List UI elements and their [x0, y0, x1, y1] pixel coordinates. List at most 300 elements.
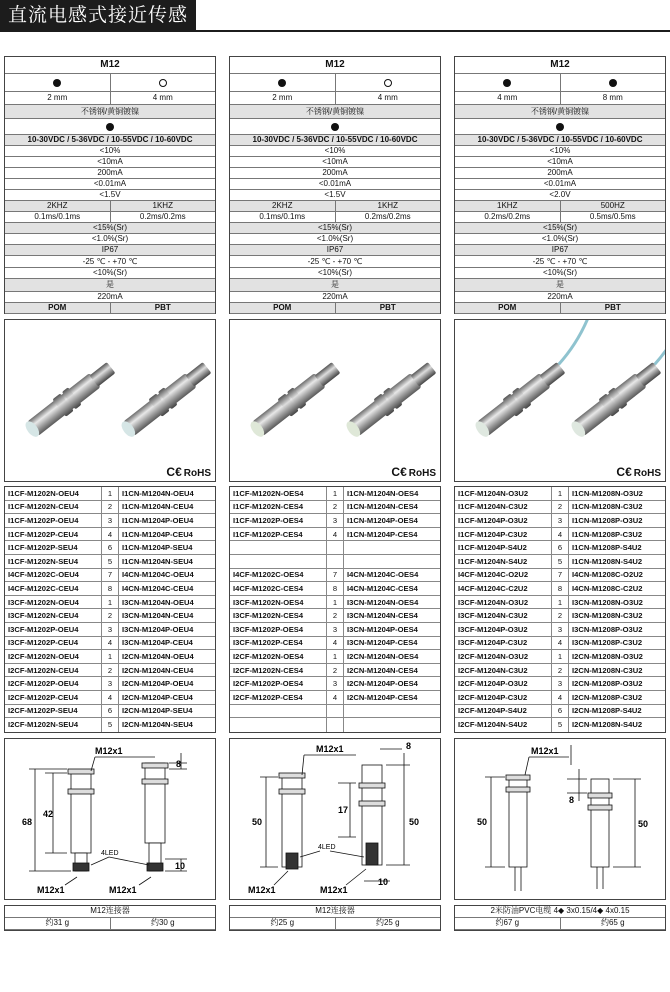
- model-flush: I1CF-M1202P-CES4: [233, 529, 303, 539]
- model-nonflush: I3CN-M1208N-C3U2: [572, 611, 643, 621]
- dim-thread-length: 8: [176, 758, 182, 769]
- time-row: [455, 212, 665, 223]
- spec-table: [454, 56, 666, 314]
- model-row: [455, 582, 665, 596]
- spec-table: [4, 56, 216, 314]
- prot-text: 是: [106, 280, 114, 289]
- housing-row: [455, 303, 665, 314]
- model-nonflush: I2CN-M1204P-OES4: [347, 679, 418, 689]
- model-row: [5, 637, 215, 651]
- flush-mount-icon: [278, 79, 286, 87]
- certification-marks: [166, 465, 211, 479]
- wiring-code: 1: [326, 487, 344, 500]
- wiring-code: 4: [326, 528, 344, 541]
- drop-row: [455, 190, 665, 201]
- wiring-code: 8: [551, 582, 569, 595]
- material-dot-icon: [331, 123, 339, 131]
- drift-row: [5, 268, 215, 279]
- wiring-code: 1: [551, 650, 569, 663]
- weight-nonflush: 约30 g: [110, 918, 216, 929]
- short-row: [230, 292, 440, 303]
- thread-label: M12x1: [316, 743, 344, 754]
- dim-total: 68: [22, 816, 33, 827]
- model-row: [5, 677, 215, 691]
- wiring-code: 1: [101, 650, 119, 663]
- model-row: [455, 664, 665, 678]
- model-row: [455, 501, 665, 515]
- product-photo: [229, 319, 441, 482]
- model-row: [5, 569, 215, 583]
- ip-row: [5, 245, 215, 256]
- time-nonflush: 0.2ms/0.2ms: [335, 212, 441, 222]
- model-row: [455, 487, 665, 501]
- weight-row: [455, 918, 665, 930]
- ip-text: IP67: [326, 245, 344, 254]
- hyst-text: <15%(Sr): [542, 223, 577, 232]
- model-nonflush: I2CN-M1208P-O3U2: [572, 679, 643, 689]
- short-text: 220mA: [322, 292, 348, 301]
- model-flush: I2CF-M1202P-SEU4: [8, 706, 78, 716]
- model-row: [455, 541, 665, 555]
- wiring-code: 3: [551, 514, 569, 527]
- dim-length: 42: [43, 808, 54, 819]
- prot-text: 是: [556, 280, 564, 289]
- model-flush: I1CF-M1202N-OES4: [233, 488, 304, 498]
- model-row: [5, 609, 215, 623]
- material-row: [5, 105, 215, 119]
- model-nonflush: I1CN-M1208P-S4U2: [572, 543, 642, 553]
- drift-text: <10%(Sr): [92, 268, 127, 277]
- wiring-code: 6: [551, 705, 569, 718]
- drift-row: [230, 268, 440, 279]
- model-flush: I2CF-M1202P-CEU4: [8, 692, 79, 702]
- model-flush: I4CF-M1202C-CEU4: [8, 583, 79, 593]
- wiring-code: 4: [326, 691, 344, 704]
- model-row: [230, 541, 440, 555]
- thread-label: M12x1: [531, 745, 559, 756]
- model-row: [455, 569, 665, 583]
- model-nonflush: I2CN-M1204P-SEU4: [122, 706, 193, 716]
- model-row: [455, 555, 665, 569]
- wiring-code: 4: [101, 637, 119, 650]
- model-row: [230, 487, 440, 501]
- wiring-code: [326, 705, 344, 718]
- model-nonflush: I3CN-M1208P-C3U2: [572, 638, 643, 648]
- model-nonflush: I2CN-M1208P-C3U2: [572, 692, 643, 702]
- wiring-code: [326, 718, 344, 732]
- repeat-row: [230, 234, 440, 245]
- wiring-code: 2: [326, 664, 344, 677]
- series-title: [5, 57, 215, 74]
- thread-bottom-left: M12x1: [248, 884, 276, 895]
- model-nonflush: I2CN-M1204P-OEU4: [122, 679, 194, 689]
- title-rule: [0, 30, 670, 32]
- model-nonflush: I1CN-M1204P-CES4: [347, 529, 418, 539]
- model-row: [5, 582, 215, 596]
- model-row: [5, 528, 215, 542]
- model-flush: I2CF-M1204N-S4U2: [458, 720, 528, 730]
- material-symbol-row: [455, 119, 665, 135]
- model-row: [5, 691, 215, 705]
- voltage-row: [5, 135, 215, 146]
- model-flush: I2CF-M1204N-O3U2: [458, 651, 529, 661]
- hysteresis-row: [455, 223, 665, 234]
- flush-mount-icon: [503, 79, 511, 87]
- model-nonflush: I3CN-M1208P-O3U2: [572, 624, 643, 634]
- model-nonflush: I3CN-M1204P-OES4: [347, 624, 418, 634]
- rohs-label: RoHS: [633, 468, 661, 479]
- model-row: [230, 501, 440, 515]
- model-nonflush: I4CN-M1204C-OES4: [347, 570, 419, 580]
- material-text: 不锈钢/黄铜镀镍: [530, 106, 590, 116]
- model-row: [230, 623, 440, 637]
- rohs-label: RoHS: [408, 468, 436, 479]
- wiring-code: 4: [326, 637, 344, 650]
- model-flush: I2CF-M1204P-O3U2: [458, 679, 528, 689]
- model-table: [229, 486, 441, 733]
- model-flush: I3CF-M1202P-CES4: [233, 638, 303, 648]
- noload-row: [5, 157, 215, 168]
- sensor-photo-svg: [230, 320, 440, 481]
- model-nonflush: I1CN-M1204P-OES4: [347, 515, 418, 525]
- frequency-row: [5, 201, 215, 212]
- ripple-row: [230, 146, 440, 157]
- model-nonflush: I4CN-M1208C-O2U2: [572, 570, 643, 580]
- load-row: [5, 168, 215, 179]
- model-row: [455, 609, 665, 623]
- model-row: [5, 514, 215, 528]
- housing-nonflush: PBT: [110, 303, 216, 313]
- model-nonflush: I2CN-M1204N-CES4: [347, 665, 418, 675]
- series-title: [230, 57, 440, 74]
- time-flush: 0.1ms/0.1ms: [259, 212, 306, 221]
- mounting-row: [230, 74, 440, 92]
- wiring-code: 2: [551, 609, 569, 622]
- distance-row: [455, 92, 665, 105]
- wiring-code: 2: [326, 609, 344, 622]
- model-row: [455, 677, 665, 691]
- model-row: [230, 609, 440, 623]
- weight-flush: 约31 g: [45, 918, 70, 928]
- voltage-text: 10-30VDC / 5-36VDC / 10-55VDC / 10-60VDC: [477, 135, 643, 144]
- thread-bottom-left: M12x1: [37, 884, 65, 895]
- leak-text: <0.01mA: [543, 179, 577, 188]
- model-row: [455, 650, 665, 664]
- housing-row: [230, 303, 440, 314]
- temp-row: [5, 256, 215, 268]
- dim-thread-body: 17: [338, 804, 349, 815]
- drop-text: <2.0V: [549, 190, 571, 199]
- ripple-text: <10%: [99, 146, 121, 155]
- material-row: [455, 105, 665, 119]
- load-text: 200mA: [97, 168, 123, 177]
- distance-flush: 2 mm: [47, 93, 68, 102]
- protection-row: [455, 279, 665, 292]
- model-nonflush: I3CN-M1204P-CEU4: [122, 638, 193, 648]
- housing-nonflush: PBT: [335, 303, 441, 313]
- model-row: [230, 582, 440, 596]
- material-text: 不锈钢/黄铜镀镍: [305, 106, 365, 116]
- weight-nonflush: 约25 g: [335, 918, 441, 929]
- model-flush: I1CF-M1202P-CEU4: [8, 529, 79, 539]
- product-column-3: [454, 56, 666, 931]
- model-row: [5, 650, 215, 664]
- model-flush: I1CF-M1204N-O3U2: [458, 488, 529, 498]
- series-title-text: M12: [550, 59, 570, 70]
- model-flush: I3CF-M1204P-C3U2: [458, 638, 528, 648]
- model-flush: I1CF-M1202P-OEU4: [8, 515, 79, 525]
- temp-text: -25 ℃ - +70 ℃: [532, 256, 588, 266]
- ip-text: IP67: [101, 245, 119, 254]
- short-row: [5, 292, 215, 303]
- model-flush: I2CF-M1204P-S4U2: [458, 706, 527, 716]
- voltage-text: 10-30VDC / 5-36VDC / 10-55VDC / 10-60VDC: [252, 135, 418, 144]
- model-nonflush: I2CN-M1208N-C3U2: [572, 665, 643, 675]
- wiring-code: 3: [551, 623, 569, 636]
- thread-label: M12x1: [95, 745, 123, 756]
- model-flush: I2CF-M1202P-OES4: [233, 679, 304, 689]
- dimension-svg: [230, 739, 440, 899]
- flush-mount-icon: [609, 79, 617, 87]
- time-flush: 0.1ms/0.1ms: [34, 212, 81, 221]
- model-row: [230, 569, 440, 583]
- product-column-1: [4, 56, 216, 931]
- voltage-row: [230, 135, 440, 146]
- hyst-text: <15%(Sr): [317, 223, 352, 232]
- model-row: [5, 596, 215, 610]
- wiring-code: 4: [551, 528, 569, 541]
- model-flush: I1CF-M1202N-CEU4: [8, 502, 79, 512]
- drop-row: [230, 190, 440, 201]
- material-symbol-row: [230, 119, 440, 135]
- model-row: [455, 623, 665, 637]
- thread-bottom-right: M12x1: [109, 884, 137, 895]
- model-row: [455, 691, 665, 705]
- model-row: [230, 528, 440, 542]
- series-title-text: M12: [325, 59, 345, 70]
- model-flush: I3CF-M1202N-OEU4: [8, 597, 79, 607]
- connection-text: M12连接器: [90, 906, 130, 916]
- wiring-code: 5: [101, 555, 119, 568]
- model-nonflush: I2CN-M1204N-OEU4: [122, 651, 194, 661]
- model-flush: I1CF-M1204P-S4U2: [458, 543, 527, 553]
- wiring-code: 1: [101, 487, 119, 500]
- model-flush: I1CF-M1202N-OEU4: [8, 488, 79, 498]
- ripple-text: <10%: [324, 146, 346, 155]
- footer-table: [229, 905, 441, 931]
- model-flush: I3CF-M1202P-CEU4: [8, 638, 79, 648]
- frequency-row: [455, 201, 665, 212]
- freq-flush: 1KHZ: [497, 201, 518, 210]
- model-nonflush: I3CN-M1204N-OES4: [347, 597, 419, 607]
- ce-mark-icon: C€: [616, 465, 632, 479]
- mounting-row: [455, 74, 665, 92]
- wiring-code: 3: [326, 677, 344, 690]
- model-flush: I2CF-M1202N-OES4: [233, 651, 304, 661]
- freq-flush: 2KHZ: [47, 201, 68, 210]
- model-flush: I3CF-M1202P-OEU4: [8, 624, 79, 634]
- housing-flush: POM: [498, 303, 517, 312]
- wiring-code: 8: [326, 582, 344, 595]
- model-flush: I3CF-M1204N-C3U2: [458, 611, 528, 621]
- certification-marks: [391, 465, 436, 479]
- wiring-code: 1: [101, 596, 119, 609]
- repeat-row: [455, 234, 665, 245]
- model-nonflush: I4CN-M1204C-CES4: [347, 583, 418, 593]
- model-nonflush: I2CN-M1204P-CEU4: [122, 692, 193, 702]
- model-row: [230, 514, 440, 528]
- model-flush: I4CF-M1204C-C2U2: [458, 583, 528, 593]
- freq-nonflush: 1KHZ: [110, 201, 216, 211]
- product-photo: [454, 319, 666, 482]
- spec-table: [229, 56, 441, 314]
- model-row: [455, 705, 665, 719]
- sensor-photo-svg: [5, 320, 215, 481]
- repeat-text: <1.0%(Sr): [316, 234, 354, 243]
- wiring-code: [326, 555, 344, 568]
- wiring-code: 3: [101, 514, 119, 527]
- model-flush: I2CF-M1202N-CES4: [233, 665, 304, 675]
- model-row: [5, 487, 215, 501]
- wiring-code: 1: [551, 487, 569, 500]
- noload-text: <10mA: [322, 157, 348, 166]
- short-row: [455, 292, 665, 303]
- frequency-row: [230, 201, 440, 212]
- voltage-text: 10-30VDC / 5-36VDC / 10-55VDC / 10-60VDC: [27, 135, 193, 144]
- model-nonflush: I2CN-M1204N-CEU4: [122, 665, 194, 675]
- model-row: [230, 705, 440, 719]
- hysteresis-row: [230, 223, 440, 234]
- model-nonflush: I2CN-M1208P-S4U2: [572, 706, 642, 716]
- model-flush: I1CF-M1204N-C3U2: [458, 502, 528, 512]
- certification-marks: [616, 465, 661, 479]
- model-flush: I2CF-M1202N-OEU4: [8, 651, 79, 661]
- model-nonflush: I2CN-M1208N-O3U2: [572, 651, 643, 661]
- dimension-svg: [5, 739, 215, 899]
- model-flush: I1CF-M1204P-C3U2: [458, 529, 528, 539]
- drift-row: [455, 268, 665, 279]
- wiring-code: 5: [551, 555, 569, 568]
- distance-nonflush: 8 mm: [560, 92, 666, 104]
- model-row: [455, 596, 665, 610]
- wiring-code: 1: [551, 596, 569, 609]
- drop-text: <1.5V: [324, 190, 346, 199]
- wiring-code: 2: [101, 501, 119, 514]
- ip-row: [230, 245, 440, 256]
- ip-row: [455, 245, 665, 256]
- repeat-row: [5, 234, 215, 245]
- model-row: [230, 555, 440, 569]
- page-title: 直流电感式接近传感器: [0, 0, 196, 30]
- model-nonflush: I1CN-M1204P-CEU4: [122, 529, 193, 539]
- model-row: [455, 528, 665, 542]
- model-flush: I1CF-M1204N-S4U2: [458, 556, 528, 566]
- model-row: [455, 718, 665, 732]
- housing-flush: POM: [48, 303, 67, 312]
- dim-thread-length: 8: [569, 794, 575, 805]
- model-nonflush: I2CN-M1208N-S4U2: [572, 720, 643, 730]
- hyst-text: <15%(Sr): [92, 223, 127, 232]
- model-row: [5, 541, 215, 555]
- leak-row: [455, 179, 665, 190]
- product-column-2: [229, 56, 441, 931]
- wiring-code: 7: [326, 569, 344, 582]
- ripple-text: <10%: [549, 146, 571, 155]
- dim-length-left: 50: [252, 816, 263, 827]
- repeat-text: <1.0%(Sr): [91, 234, 129, 243]
- model-flush: I3CF-M1202N-CEU4: [8, 611, 79, 621]
- model-flush: I2CF-M1202P-OEU4: [8, 679, 79, 689]
- connection-text: 2米防油PVC电缆 4◆ 3x0.15/4◆ 4x0.15: [490, 906, 630, 916]
- dimension-drawing: [4, 738, 216, 900]
- dim-length-right: 50: [638, 818, 649, 829]
- series-title-text: M12: [100, 59, 120, 70]
- ce-mark-icon: C€: [166, 465, 182, 479]
- hysteresis-row: [5, 223, 215, 234]
- protection-row: [230, 279, 440, 292]
- ripple-row: [455, 146, 665, 157]
- model-flush: I3CF-M1202N-CES4: [233, 611, 304, 621]
- model-flush: I4CF-M1202C-OES4: [233, 570, 304, 580]
- ip-text: IP67: [551, 245, 569, 254]
- model-nonflush: I4CN-M1204C-CEU4: [122, 583, 194, 593]
- model-flush: I2CF-M1202N-SEU4: [8, 720, 79, 730]
- model-nonflush: I3CN-M1204P-CES4: [347, 638, 418, 648]
- wiring-code: 1: [326, 596, 344, 609]
- prot-text: 是: [331, 280, 339, 289]
- wiring-code: [326, 541, 344, 554]
- distance-flush: 2 mm: [272, 93, 293, 102]
- drift-text: <10%(Sr): [317, 268, 352, 277]
- temp-row: [230, 256, 440, 268]
- wiring-code: 7: [101, 569, 119, 582]
- drop-text: <1.5V: [99, 190, 121, 199]
- series-title: [455, 57, 665, 74]
- model-row: [230, 650, 440, 664]
- wiring-code: 8: [101, 582, 119, 595]
- wiring-code: 2: [326, 501, 344, 514]
- model-row: [455, 637, 665, 651]
- non-flush-mount-icon: [159, 79, 167, 87]
- dim-tip: 10: [378, 876, 389, 887]
- connection-row: [455, 906, 665, 918]
- connection-row: [5, 906, 215, 918]
- flush-mount-icon: [53, 79, 61, 87]
- temp-text: -25 ℃ - +70 ℃: [307, 256, 363, 266]
- footer-table: [454, 905, 666, 931]
- model-row: [5, 555, 215, 569]
- model-row: [230, 718, 440, 732]
- wiring-code: 3: [326, 514, 344, 527]
- rohs-label: RoHS: [183, 468, 211, 479]
- leak-row: [230, 179, 440, 190]
- dim-length-left: 50: [477, 816, 488, 827]
- distance-row: [5, 92, 215, 105]
- weight-nonflush: 约65 g: [560, 918, 666, 929]
- wiring-code: 4: [551, 691, 569, 704]
- noload-row: [230, 157, 440, 168]
- model-nonflush: I3CN-M1204N-CEU4: [122, 611, 194, 621]
- model-flush: I3CF-M1204N-O3U2: [458, 597, 529, 607]
- load-text: 200mA: [322, 168, 348, 177]
- ce-mark-icon: C€: [391, 465, 407, 479]
- model-nonflush: I1CN-M1204N-CEU4: [122, 502, 194, 512]
- model-row: [5, 664, 215, 678]
- model-flush: I4CF-M1202C-CES4: [233, 583, 304, 593]
- wiring-code: 2: [101, 609, 119, 622]
- model-flush: I1CF-M1202P-OES4: [233, 515, 304, 525]
- noload-text: <10mA: [547, 157, 573, 166]
